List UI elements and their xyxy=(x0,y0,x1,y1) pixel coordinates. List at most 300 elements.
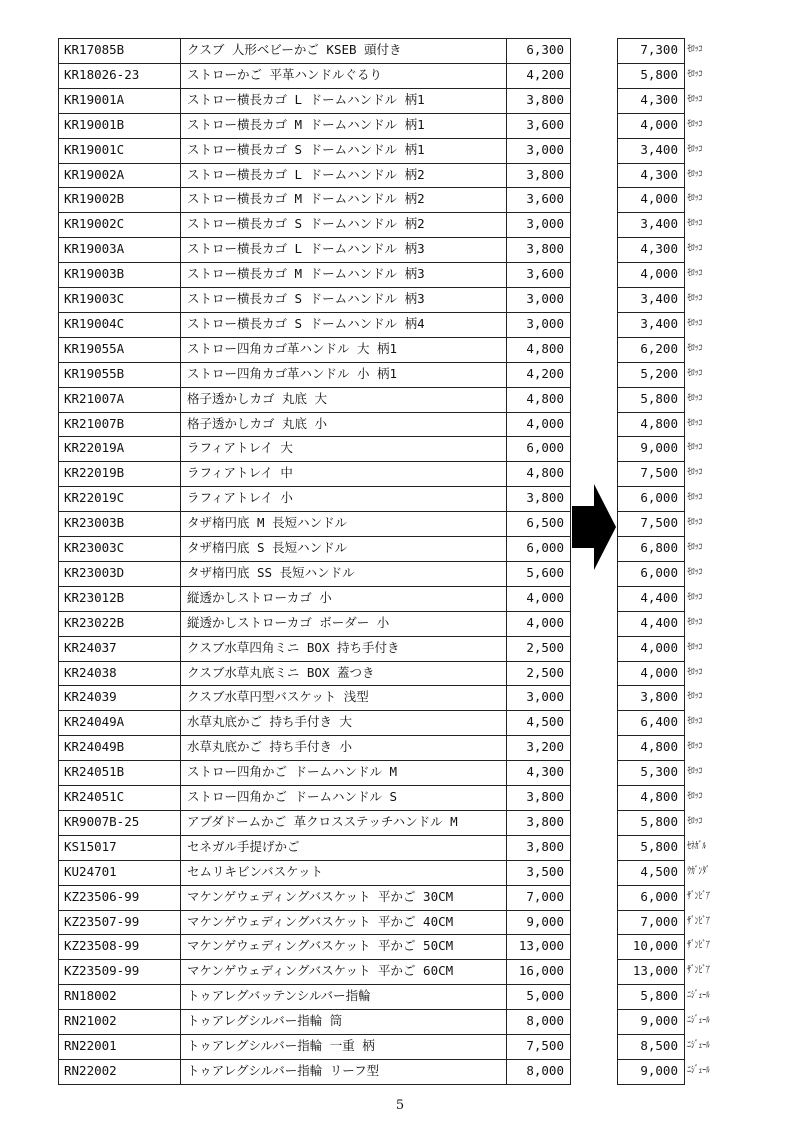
row-divider xyxy=(58,412,570,413)
origin-country: ﾆｼﾞｪｰﾙ xyxy=(687,990,710,1002)
row-divider xyxy=(58,436,570,437)
row-divider xyxy=(58,113,570,114)
origin-country: ﾓﾛｯｺ xyxy=(687,815,703,827)
old-price: 6,000 xyxy=(526,440,564,456)
item-code: KR23012B xyxy=(64,589,125,605)
table-row xyxy=(58,685,748,710)
origin-country: ﾓﾛｯｺ xyxy=(687,791,703,802)
item-name: ラフィアトレイ 中 xyxy=(187,465,293,481)
item-code: RN22002 xyxy=(64,1062,117,1078)
item-code: KR9007B-25 xyxy=(64,813,140,829)
item-code: KZ23506-99 xyxy=(64,888,140,904)
row-divider xyxy=(58,312,570,313)
origin-country: ﾓﾛｯｺ xyxy=(687,218,703,230)
origin-country: ﾓﾛｯｺ xyxy=(687,492,703,504)
row-divider xyxy=(617,1059,685,1060)
item-name: トゥアレグバッテンシルバー指輪 xyxy=(187,988,371,1004)
new-price: 4,400 xyxy=(640,589,678,605)
table-row xyxy=(58,337,748,362)
item-code: KR19001B xyxy=(64,116,125,132)
item-name: マケンゲウェディングバスケット 平かご 60CM xyxy=(187,963,454,979)
origin-country: ﾓﾛｯｺ xyxy=(687,417,703,429)
row-divider xyxy=(617,661,685,662)
table-row xyxy=(58,984,748,1009)
page-number: 5 xyxy=(395,1098,405,1113)
old-price: 3,000 xyxy=(526,291,564,306)
item-code: KR19055A xyxy=(64,340,125,356)
old-price: 3,600 xyxy=(526,116,564,132)
item-name: マケンゲウェディングバスケット 平かご 50CM xyxy=(187,938,454,954)
item-code: KR22019A xyxy=(64,440,125,456)
old-price: 4,200 xyxy=(526,66,564,82)
row-divider xyxy=(617,387,685,388)
origin-country: ﾆｼﾞｪｰﾙ xyxy=(687,1040,710,1051)
old-price: 6,500 xyxy=(526,515,564,531)
row-divider xyxy=(58,1009,570,1010)
old-price: 3,000 xyxy=(526,315,564,331)
table-row xyxy=(58,959,748,984)
origin-country: ﾓﾛｯｺ xyxy=(687,168,703,180)
item-code: KR19055B xyxy=(64,365,125,381)
origin-country: ﾓﾛｯｺ xyxy=(687,666,703,678)
row-divider xyxy=(58,685,570,686)
row-divider xyxy=(617,810,685,811)
origin-country: ﾓﾛｯｺ xyxy=(687,143,703,155)
origin-country: ﾓﾛｯｺ xyxy=(687,467,703,479)
row-divider xyxy=(58,88,570,89)
row-divider xyxy=(617,212,685,213)
table-row xyxy=(58,785,748,810)
old-price: 16,000 xyxy=(518,963,564,979)
row-divider xyxy=(58,212,570,213)
table-row xyxy=(58,412,748,437)
item-code: KR24038 xyxy=(64,664,117,680)
new-price: 3,400 xyxy=(640,216,678,232)
old-price: 3,200 xyxy=(526,739,564,755)
item-name: クスブ水草丸底ミニ BOX 蓋つき xyxy=(187,664,375,680)
old-price: 3,800 xyxy=(526,838,564,854)
row-divider xyxy=(58,561,570,562)
item-name: ストロー横長カゴ L ドームハンドル 柄1 xyxy=(187,91,425,107)
table-row xyxy=(58,611,748,636)
new-price: 5,800 xyxy=(640,838,678,854)
new-price: 4,000 xyxy=(640,639,678,655)
row-divider xyxy=(58,511,570,512)
column-divider xyxy=(617,38,618,1085)
item-code: KR19003C xyxy=(64,291,125,306)
new-price: 8,500 xyxy=(640,1038,678,1053)
row-divider xyxy=(58,461,570,462)
item-code: KU24701 xyxy=(64,863,117,879)
table-row xyxy=(58,362,748,387)
old-price: 7,500 xyxy=(526,1038,564,1053)
table-row xyxy=(58,63,748,88)
row-divider xyxy=(617,113,685,114)
row-divider xyxy=(58,934,570,935)
new-price: 3,400 xyxy=(640,315,678,331)
origin-country: ﾓﾛｯｺ xyxy=(687,342,703,354)
row-divider xyxy=(58,287,570,288)
item-name: ストロー横長カゴ S ドームハンドル 柄3 xyxy=(187,291,425,306)
row-divider xyxy=(617,860,685,861)
row-divider xyxy=(617,88,685,89)
item-name: 格子透かしカゴ 丸底 小 xyxy=(187,415,328,431)
item-code: KR24051C xyxy=(64,789,125,804)
item-name: ストロー四角カゴ革ハンドル 大 柄1 xyxy=(187,340,398,356)
row-divider xyxy=(617,436,685,437)
old-price: 4,300 xyxy=(526,764,564,780)
column-divider xyxy=(506,38,507,1085)
item-name: アブダドームかご 革クロスステッチハンドル M xyxy=(187,813,458,829)
item-code: KS15017 xyxy=(64,838,117,854)
item-name: ストロー四角かご ドームハンドル S xyxy=(187,789,398,804)
row-divider xyxy=(617,262,685,263)
item-name: ストロー横長カゴ M ドームハンドル 柄2 xyxy=(187,191,425,207)
table-row xyxy=(58,910,748,935)
row-divider xyxy=(617,685,685,686)
origin-country: ﾓﾛｯｺ xyxy=(687,317,703,329)
new-price: 6,000 xyxy=(640,564,678,580)
table-row xyxy=(58,262,748,287)
old-price: 4,000 xyxy=(526,589,564,605)
row-divider xyxy=(58,835,570,836)
item-code: KR23003C xyxy=(64,540,125,555)
new-price: 4,000 xyxy=(640,664,678,680)
new-price: 9,000 xyxy=(640,1013,678,1029)
origin-country: ｳｶﾞﾝﾀﾞ xyxy=(687,865,710,877)
table-row xyxy=(58,486,748,511)
row-divider xyxy=(58,710,570,711)
origin-country: ﾓﾛｯｺ xyxy=(687,68,703,80)
new-price: 4,500 xyxy=(640,863,678,879)
item-code: KR22019C xyxy=(64,490,125,506)
row-divider xyxy=(617,1009,685,1010)
new-price: 7,500 xyxy=(640,515,678,531)
row-divider xyxy=(617,885,685,886)
item-name: タザ楕円底 SS 長短ハンドル xyxy=(187,564,355,580)
old-price: 4,000 xyxy=(526,415,564,431)
right-arrow-icon xyxy=(572,484,616,570)
old-price: 2,500 xyxy=(526,664,564,680)
old-price: 3,800 xyxy=(526,813,564,829)
origin-country: ﾆｼﾞｪｰﾙ xyxy=(687,1064,710,1076)
row-divider xyxy=(58,860,570,861)
new-price: 4,000 xyxy=(640,266,678,282)
row-divider xyxy=(58,1034,570,1035)
new-price: 9,000 xyxy=(640,440,678,456)
old-price: 3,800 xyxy=(526,241,564,257)
table-row xyxy=(58,113,748,138)
new-price: 5,800 xyxy=(640,390,678,406)
old-price: 6,000 xyxy=(526,540,564,555)
row-divider xyxy=(617,636,685,637)
row-divider xyxy=(58,984,570,985)
item-name: 縦透かしストローカゴ ボーダー 小 xyxy=(187,614,390,630)
item-code: KR19004C xyxy=(64,315,125,331)
table-row xyxy=(58,835,748,860)
row-divider xyxy=(58,885,570,886)
old-price: 3,500 xyxy=(526,863,564,879)
item-code: KR19003B xyxy=(64,266,125,282)
row-divider xyxy=(617,984,685,985)
row-divider xyxy=(58,237,570,238)
table-row xyxy=(58,387,748,412)
column-divider xyxy=(58,38,59,1085)
row-divider xyxy=(617,959,685,960)
row-divider xyxy=(617,586,685,587)
new-price: 4,800 xyxy=(640,739,678,755)
item-code: KR21007A xyxy=(64,390,125,406)
row-divider xyxy=(617,910,685,911)
new-price: 4,300 xyxy=(640,166,678,182)
row-divider xyxy=(58,262,570,263)
item-name: ストロー横長カゴ S ドームハンドル 柄2 xyxy=(187,216,425,232)
item-code: KZ23507-99 xyxy=(64,913,140,929)
old-price: 3,800 xyxy=(526,91,564,107)
table-row xyxy=(58,536,748,561)
item-name: タザ楕円底 S 長短ハンドル xyxy=(187,540,348,555)
row-divider xyxy=(58,486,570,487)
item-code: KR24037 xyxy=(64,639,117,655)
row-divider xyxy=(617,412,685,413)
table-row xyxy=(58,661,748,686)
row-divider xyxy=(617,710,685,711)
item-name: タザ楕円底 M 長短ハンドル xyxy=(187,515,348,531)
row-divider xyxy=(617,1084,685,1085)
origin-country: ﾓﾛｯｺ xyxy=(687,591,703,603)
table-row xyxy=(58,461,748,486)
row-divider xyxy=(617,611,685,612)
origin-country: ﾓﾛｯｺ xyxy=(687,716,703,728)
item-name: ストロー横長カゴ S ドームハンドル 柄1 xyxy=(187,141,425,157)
item-name: ラフィアトレイ 大 xyxy=(187,440,293,456)
item-name: クスブ水草四角ミニ BOX 持ち手付き xyxy=(187,639,400,655)
row-divider xyxy=(617,362,685,363)
new-price: 4,800 xyxy=(640,415,678,431)
origin-country: ﾓﾛｯｺ xyxy=(687,741,703,753)
origin-country: ﾓﾛｯｺ xyxy=(687,641,703,653)
origin-country: ﾓﾛｯｺ xyxy=(687,517,703,529)
row-divider xyxy=(617,934,685,935)
row-divider xyxy=(58,187,570,188)
origin-country: ﾓﾛｯｺ xyxy=(687,268,703,280)
table-row xyxy=(58,1059,748,1084)
old-price: 8,000 xyxy=(526,1013,564,1029)
row-divider xyxy=(58,63,570,64)
new-price: 5,800 xyxy=(640,988,678,1004)
item-code: KZ23509-99 xyxy=(64,963,140,979)
item-code: KR24049B xyxy=(64,739,125,755)
old-price: 4,500 xyxy=(526,714,564,730)
row-divider xyxy=(617,785,685,786)
origin-country: ﾓﾛｯｺ xyxy=(687,367,703,379)
table-row xyxy=(58,38,748,63)
row-divider xyxy=(617,38,685,39)
item-name: 格子透かしカゴ 丸底 大 xyxy=(187,390,328,406)
new-price: 3,400 xyxy=(640,141,678,157)
item-name: クスブ 人形ベビーかご KSEB 頭付き xyxy=(187,42,402,57)
row-divider xyxy=(58,1084,570,1085)
table-row xyxy=(58,735,748,760)
old-price: 3,800 xyxy=(526,166,564,182)
old-price: 2,500 xyxy=(526,639,564,655)
row-divider xyxy=(617,163,685,164)
old-price: 4,800 xyxy=(526,390,564,406)
origin-country: ﾓﾛｯｺ xyxy=(687,616,703,628)
item-name: ストロー四角かご ドームハンドル M xyxy=(187,764,398,780)
new-price: 4,800 xyxy=(640,789,678,804)
item-name: トゥアレグシルバー指輪 リーフ型 xyxy=(187,1062,380,1078)
origin-country: ﾓﾛｯｺ xyxy=(687,691,703,703)
table-row xyxy=(58,885,748,910)
item-name: セネガル手提げかご xyxy=(187,838,300,854)
row-divider xyxy=(58,959,570,960)
origin-country: ﾓﾛｯｺ xyxy=(687,542,703,553)
item-name: 水草丸底かご 持ち手付き 大 xyxy=(187,714,353,730)
new-price: 4,400 xyxy=(640,614,678,630)
row-divider xyxy=(58,586,570,587)
new-price: 10,000 xyxy=(632,938,678,954)
origin-country: ﾆｼﾞｪｰﾙ xyxy=(687,1015,710,1027)
row-divider xyxy=(617,63,685,64)
item-name: ストロー横長カゴ M ドームハンドル 柄1 xyxy=(187,116,425,132)
origin-country: ﾓﾛｯｺ xyxy=(687,44,703,55)
old-price: 4,800 xyxy=(526,340,564,356)
new-price: 5,800 xyxy=(640,66,678,82)
item-code: KR22019B xyxy=(64,465,125,481)
table-row xyxy=(58,934,748,959)
old-price: 3,600 xyxy=(526,266,564,282)
row-divider xyxy=(617,461,685,462)
item-code: KR19003A xyxy=(64,241,125,257)
item-code: KR19002B xyxy=(64,191,125,207)
new-price: 6,800 xyxy=(640,540,678,555)
row-divider xyxy=(617,536,685,537)
row-divider xyxy=(58,38,570,39)
new-price: 6,200 xyxy=(640,340,678,356)
table-row xyxy=(58,1009,748,1034)
item-code: KR19002A xyxy=(64,166,125,182)
item-code: KR17085B xyxy=(64,42,125,57)
row-divider xyxy=(617,312,685,313)
row-divider xyxy=(58,810,570,811)
table-row xyxy=(58,312,748,337)
item-name: セムリキビンバスケット xyxy=(187,863,324,879)
new-price: 5,200 xyxy=(640,365,678,381)
row-divider xyxy=(58,611,570,612)
old-price: 8,000 xyxy=(526,1062,564,1078)
column-divider xyxy=(570,38,571,1085)
table-row xyxy=(58,163,748,188)
item-code: RN22001 xyxy=(64,1038,117,1053)
item-code: KR23022B xyxy=(64,614,125,630)
new-price: 4,300 xyxy=(640,241,678,257)
item-name: ストロー横長カゴ S ドームハンドル 柄4 xyxy=(187,315,425,331)
origin-country: ﾓﾛｯｺ xyxy=(687,766,703,778)
row-divider xyxy=(617,138,685,139)
table-row xyxy=(58,810,748,835)
row-divider xyxy=(58,910,570,911)
row-divider xyxy=(617,287,685,288)
item-name: 水草丸底かご 持ち手付き 小 xyxy=(187,739,353,755)
row-divider xyxy=(58,636,570,637)
old-price: 3,800 xyxy=(526,490,564,506)
table-row xyxy=(58,212,748,237)
item-code: RN21002 xyxy=(64,1013,117,1029)
table-row xyxy=(58,88,748,113)
old-price: 3,800 xyxy=(526,789,564,804)
item-name: 縦透かしストローカゴ 小 xyxy=(187,589,332,605)
table-row xyxy=(58,760,748,785)
item-name: ストローかご 平革ハンドルぐるり xyxy=(187,66,383,82)
origin-country: ﾓﾛｯｺ xyxy=(687,392,703,404)
item-code: KR18026-23 xyxy=(64,66,140,82)
item-code: RN18002 xyxy=(64,988,117,1004)
row-divider xyxy=(58,1059,570,1060)
old-price: 7,000 xyxy=(526,888,564,904)
item-name: トゥアレグシルバー指輪 筒 xyxy=(187,1013,343,1029)
row-divider xyxy=(617,835,685,836)
origin-country: ｻﾞﾝﾋﾞｱ xyxy=(687,940,710,952)
row-divider xyxy=(58,760,570,761)
item-code: KR24039 xyxy=(64,689,117,705)
old-price: 6,300 xyxy=(526,42,564,57)
item-code: KR24051B xyxy=(64,764,125,780)
new-price: 6,000 xyxy=(640,490,678,506)
row-divider xyxy=(58,138,570,139)
table-row xyxy=(58,187,748,212)
row-divider xyxy=(58,661,570,662)
table-row xyxy=(58,860,748,885)
item-name: ラフィアトレイ 小 xyxy=(187,490,293,506)
row-divider xyxy=(617,735,685,736)
row-divider xyxy=(58,785,570,786)
row-divider xyxy=(617,1034,685,1035)
item-code: KR19002C xyxy=(64,216,125,232)
row-divider xyxy=(58,362,570,363)
column-divider xyxy=(684,38,685,1085)
origin-country: ｻﾞﾝﾋﾞｱ xyxy=(687,890,710,902)
new-price: 7,300 xyxy=(640,42,678,57)
table-row xyxy=(58,710,748,735)
table-row xyxy=(58,237,748,262)
origin-country: ﾓﾛｯｺ xyxy=(687,566,703,578)
item-code: KR23003D xyxy=(64,564,125,580)
table-row xyxy=(58,1034,748,1059)
item-code: KR23003B xyxy=(64,515,125,531)
origin-country: ﾓﾛｯｺ xyxy=(687,193,703,205)
new-price: 13,000 xyxy=(632,963,678,979)
new-price: 3,800 xyxy=(640,689,678,705)
item-name: トゥアレグシルバー指輪 一重 柄 xyxy=(187,1038,375,1053)
table-row xyxy=(58,287,748,312)
item-name: ストロー横長カゴ L ドームハンドル 柄3 xyxy=(187,241,425,257)
old-price: 4,000 xyxy=(526,614,564,630)
item-name: マケンゲウェディングバスケット 平かご 30CM xyxy=(187,888,454,904)
row-divider xyxy=(617,337,685,338)
item-code: KR24049A xyxy=(64,714,125,730)
table-row xyxy=(58,511,748,536)
new-price: 3,400 xyxy=(640,291,678,306)
row-divider xyxy=(617,237,685,238)
old-price: 3,000 xyxy=(526,141,564,157)
origin-country: ﾓﾛｯｺ xyxy=(687,118,703,130)
item-name: クスブ水草円型バスケット 浅型 xyxy=(187,689,369,705)
old-price: 3,000 xyxy=(526,689,564,705)
new-price: 4,000 xyxy=(640,116,678,132)
old-price: 4,200 xyxy=(526,365,564,381)
row-divider xyxy=(58,337,570,338)
